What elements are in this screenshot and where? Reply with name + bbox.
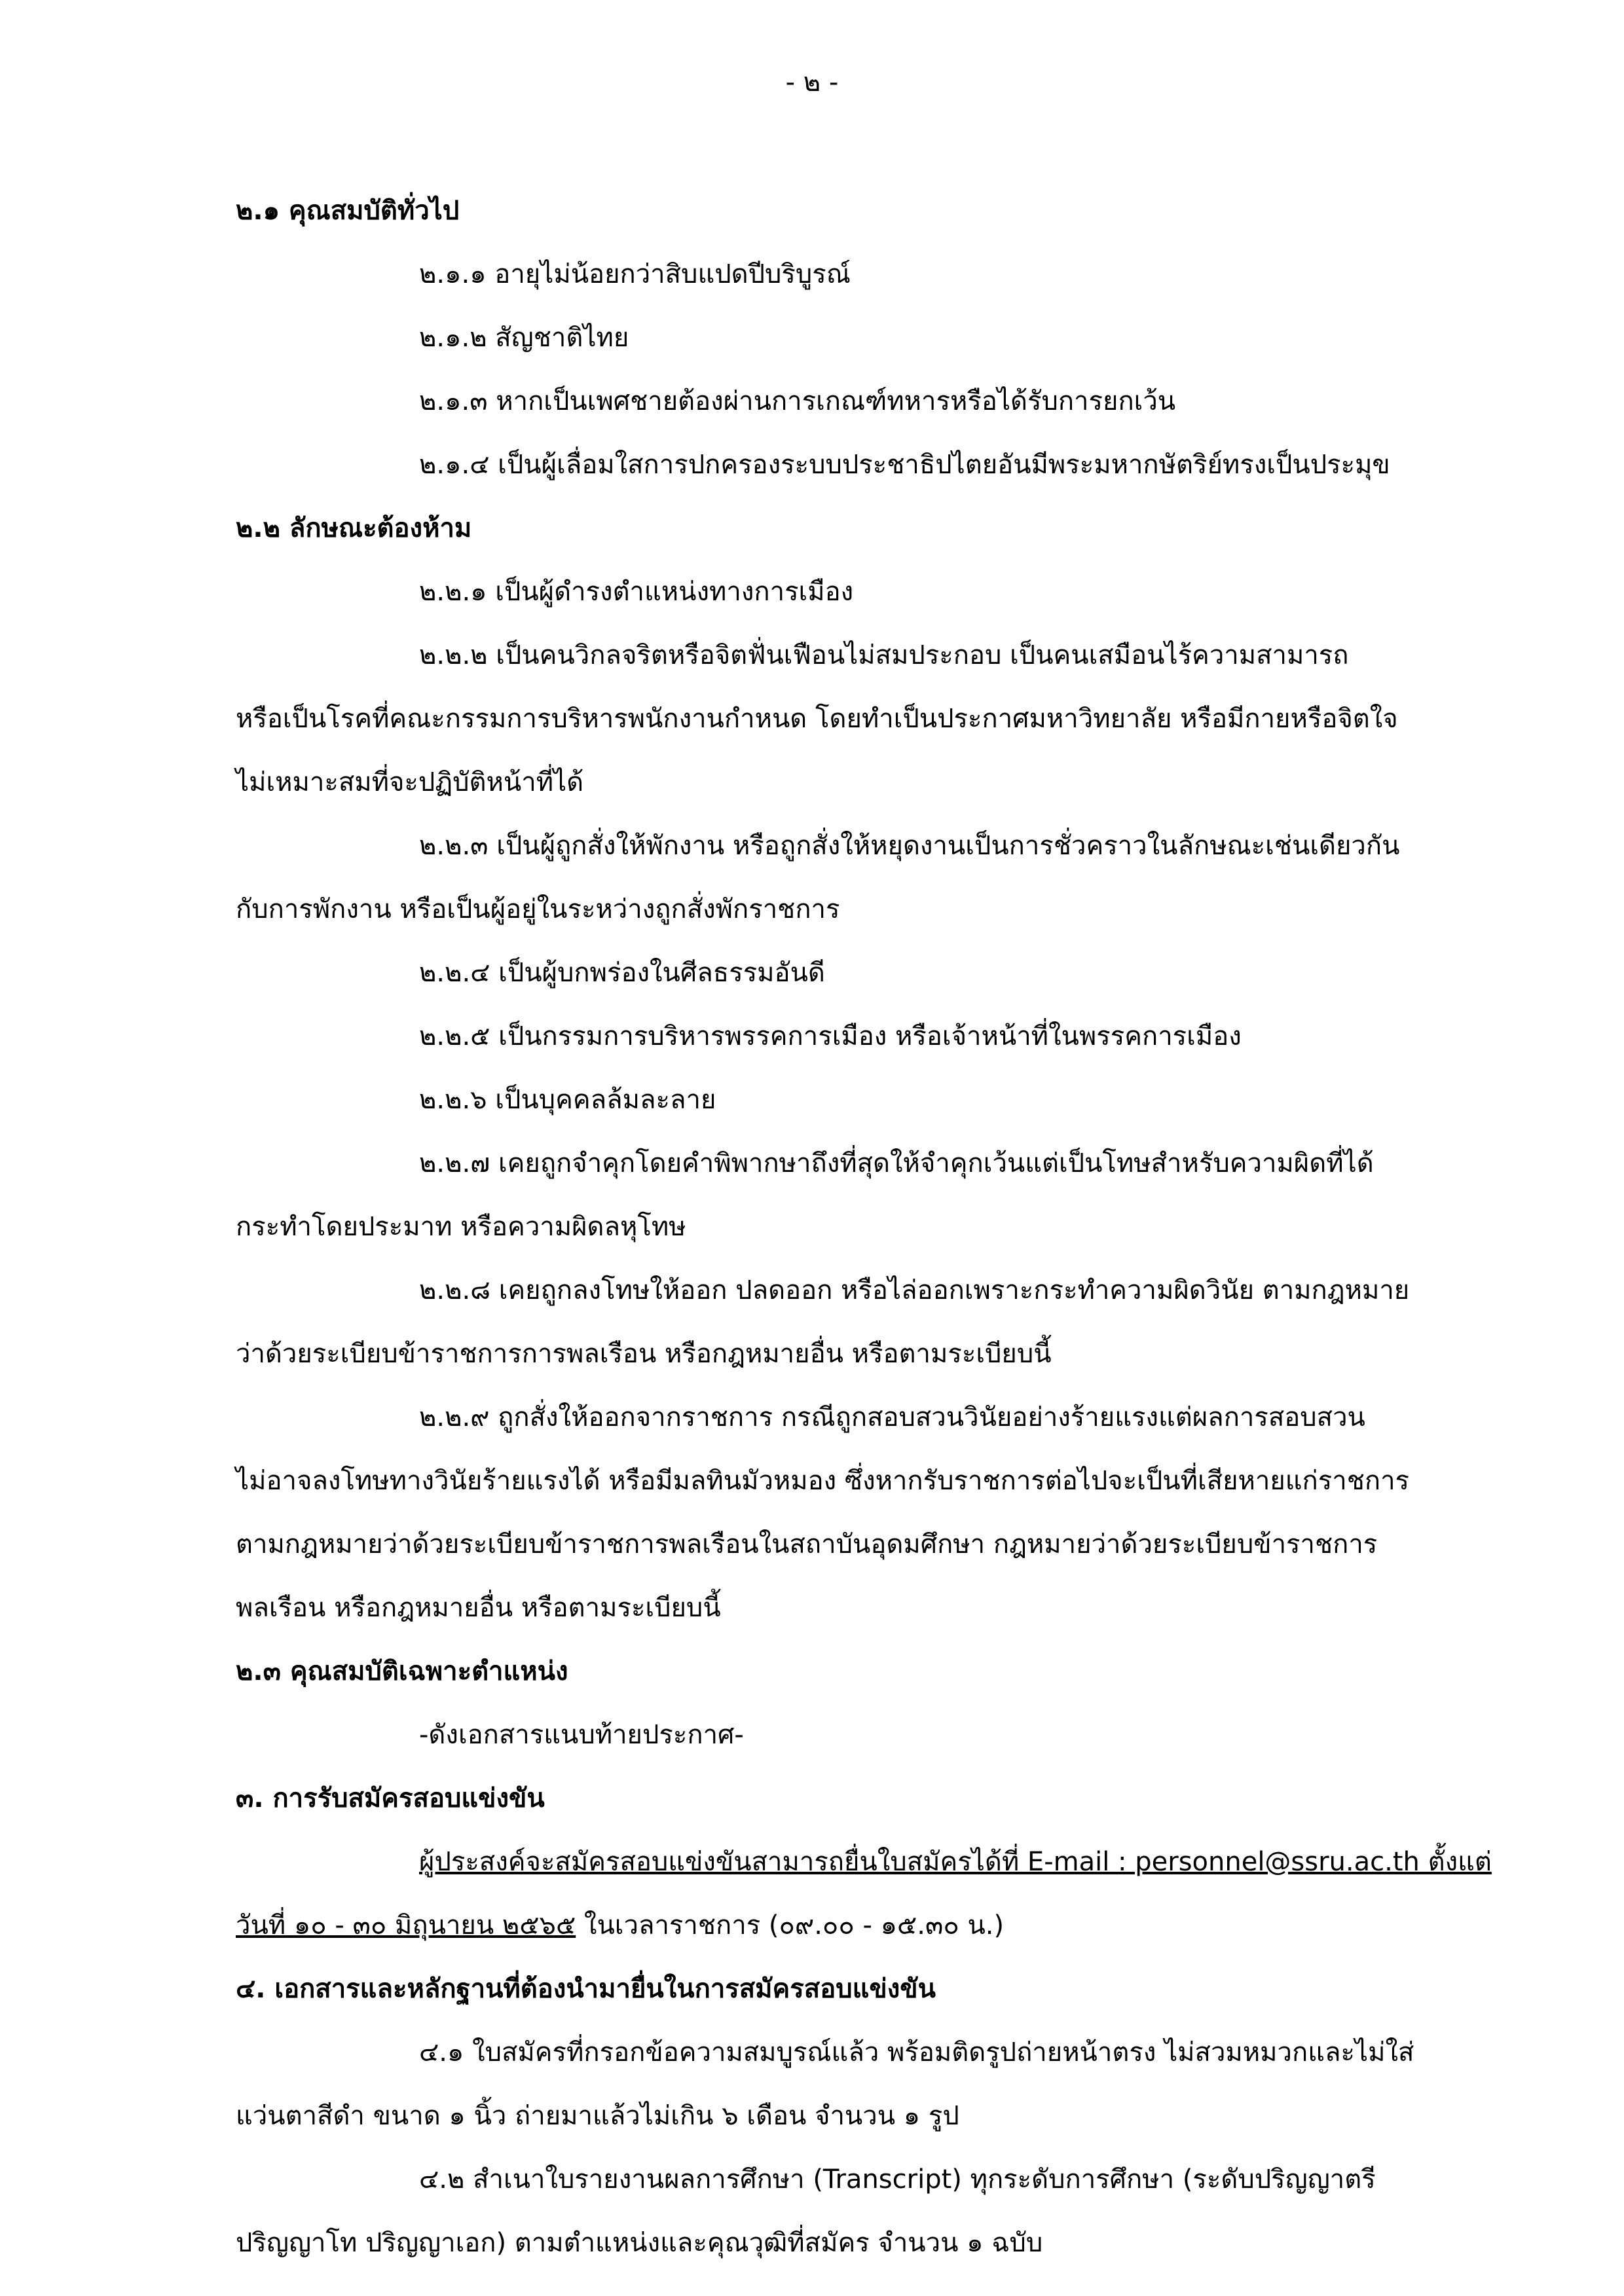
paragraph-line: ๒.๑.๒ สัญชาติไทย xyxy=(419,323,629,353)
paragraph-line: ๒.๒.๒ เป็นคนวิกลจริตหรือจิตฟั่นเฟือนไม่สมประกอบ เป็นคนเสมือนไร้ความสามารถ xyxy=(419,640,1349,670)
page-number: - ๒ - xyxy=(785,67,839,98)
application-date-line xyxy=(236,1894,1467,1958)
section-heading: ๒.๓ คุณสมบัติเฉพาะตำแหน่ง xyxy=(236,1656,568,1686)
paragraph-line: ๒.๑.๔ เป็นผู้เลื่อมใสการปกครองระบบประชาธิปไตยอันมีพระมหากษัตริย์ทรงเป็นประมุข xyxy=(419,450,1390,480)
section-heading: ๔. เอกสารและหลักฐานที่ต้องนำมายื่นในการสมัครสอบแข่งขัน xyxy=(236,1974,936,2004)
paragraph-line: ๔.๒ สำเนาใบรายงานผลการศึกษา (Transcript) ทุกระดับการศึกษา (ระดับปริญญาตรี xyxy=(419,2164,1376,2195)
paragraph-line: ๒.๒.๓ เป็นผู้ถูกสั่งให้พักงาน หรือถูกสั่งให้หยุดงานเป็นการชั่วคราวในลักษณะเช่นเดียวกัน xyxy=(419,831,1400,861)
paragraph-line: กระทำโดยประมาท หรือความผิดลหุโทษ xyxy=(236,1212,686,1242)
section-heading: ๓. การรับสมัครสอบแข่งขัน xyxy=(236,1783,545,1813)
paragraph-line: ๒.๒.๗ เคยถูกจำคุกโดยคำพิพากษาถึงที่สุดให้จำคุกเว้นแต่เป็นโทษสำหรับความผิดที่ได้ xyxy=(419,1148,1374,1178)
paragraph-line: หรือเป็นโรคที่คณะกรรมการบริหารพนักงานกำหนด โดยทำเป็นประกาศมหาวิทยาลัย หรือมีกายหรือจิตใจ xyxy=(236,704,1398,734)
office-hours: ในเวลาราชการ (๐๙.๐๐ - ๑๕.๓๐ น.) xyxy=(576,1910,1005,1941)
application-date-range: วันที่ ๑๐ - ๓๐ มิถุนายน ๒๕๖๕ xyxy=(236,1910,576,1941)
paragraph-line: ๒.๒.๕ เป็นกรรมการบริหารพรรคการเมือง หรือเจ้าหน้าที่ในพรรคการเมือง xyxy=(419,1021,1242,1051)
paragraph-line: ๒.๑.๑ อายุไม่น้อยกว่าสิบแปดปีบริบูรณ์ xyxy=(419,259,851,289)
paragraph-line: ๒.๒.๑ เป็นผู้ดำรงตำแหน่งทางการเมือง xyxy=(419,577,854,607)
section-heading: ๒.๒ ลักษณะต้องห้าม xyxy=(236,513,472,543)
paragraph-line: ตามกฎหมายว่าด้วยระเบียบข้าราชการพลเรือนในสถาบันอุดมศึกษา กฎหมายว่าด้วยระเบียบข้าราชการ xyxy=(236,1529,1378,1559)
paragraph-line: ๒.๒.๖ เป็นบุคคลล้มละลาย xyxy=(419,1085,716,1115)
paragraph-line: ๒.๒.๔ เป็นผู้บกพร่องในศีลธรรมอันดี xyxy=(419,958,825,988)
document-body xyxy=(236,179,1492,2275)
paragraph-line: ปริญญาโท ปริญญาเอก) ตามตำแหน่งและคุณวุฒิที่สมัคร จำนวน ๑ ฉบับ xyxy=(236,2228,1043,2258)
paragraph-line: ๒.๑.๓ หากเป็นเพศชายต้องผ่านการเกณฑ์ทหารหรือได้รับการยกเว้น xyxy=(419,386,1176,416)
paragraph-line: -ดังเอกสารแนบท้ายประกาศ- xyxy=(419,1720,744,1750)
paragraph-line: ไม่เหมาะสมที่จะปฏิบัติหน้าที่ได้ xyxy=(236,767,584,797)
paragraph-line: ไม่อาจลงโทษทางวินัยร้ายแรงได้ หรือมีมลทินมัวหมอง ซึ่งหากรับราชการต่อไปจะเป็นที่เสียหายแก่ราชการ xyxy=(236,1466,1410,1496)
paragraph-line: พลเรือน หรือกฎหมายอื่น หรือตามระเบียบนี้ xyxy=(236,1593,721,1623)
application-email-line: ผู้ประสงค์จะสมัครสอบแข่งขันสามารถยื่นใบสมัครได้ที่ E-mail : personnel@ssru.ac.th ตั้งแต่ xyxy=(419,1847,1492,1877)
section-heading: ๒.๑ คุณสมบัติทั่วไป xyxy=(236,196,460,226)
paragraph-line: ว่าด้วยระเบียบข้าราชการการพลเรือน หรือกฎหมายอื่น หรือตามระเบียบนี้ xyxy=(236,1339,1052,1369)
paragraph-line: ๔.๑ ใบสมัครที่กรอกข้อความสมบูรณ์แล้ว พร้อมติดรูปถ่ายหน้าตรง ไม่สวมหมวกและไม่ใส่ xyxy=(419,2037,1414,2068)
paragraph-line: ๒.๒.๘ เคยถูกลงโทษให้ออก ปลดออก หรือไล่ออกเพราะกระทำความผิดวินัย ตามกฎหมาย xyxy=(419,1275,1410,1305)
paragraph-line: แว่นตาสีดำ ขนาด ๑ นิ้ว ถ่ายมาแล้วไม่เกิน ๖ เดือน จำนวน ๑ รูป xyxy=(236,2101,959,2131)
paragraph-line: ๒.๒.๙ ถูกสั่งให้ออกจากราชการ กรณีถูกสอบสวนวินัยอย่างร้ายแรงแต่ผลการสอบสวน xyxy=(419,1402,1365,1432)
paragraph-line: กับการพักงาน หรือเป็นผู้อยู่ในระหว่างถูกสั่งพักราชการ xyxy=(236,894,840,924)
